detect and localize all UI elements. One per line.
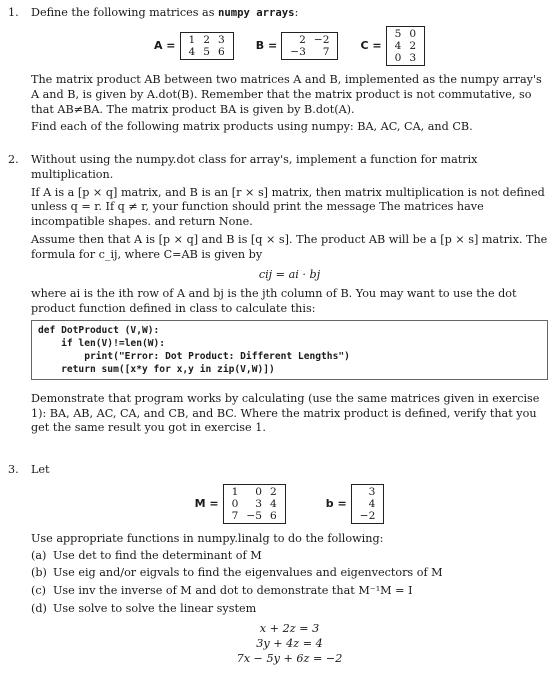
problem-1-para2: Find each of the following matrix products using numpy: BA, AC, CA, and CB. (31, 120, 473, 134)
problem-2-para1: Without using the numpy.dot class for array's, implement a function for matrix multiplication. (31, 153, 478, 181)
matrix-entry: −2 (313, 33, 330, 46)
part-text: Use det to find the determinant of M (53, 548, 262, 562)
matrix-entry: 2 (409, 39, 417, 52)
part-label: (d) (31, 601, 47, 615)
code-line: return sum([x*y for x,y in zip(V,W)]) (38, 363, 275, 375)
matrix-entry: 2 (299, 33, 306, 46)
linear-system (31, 621, 548, 666)
system-eq: x + 2z = 3 (259, 621, 320, 635)
matrix-brackets (351, 484, 385, 524)
code-line: if len(V)!=len(W): (38, 337, 166, 349)
matrix-name: b = (325, 496, 347, 510)
matrix-entry: 6 (270, 509, 277, 522)
matrix-entry: 7 (322, 45, 330, 58)
problem-3-content (31, 463, 548, 666)
matrix-entry: 0 (409, 27, 417, 40)
code-block (31, 320, 548, 380)
problem-2-para4: where ai is the ith row of A and bj is the jth column of B. You may want to use the dot product function defined in class to calculate this: (31, 287, 517, 316)
matrix-entry: 1 (231, 485, 239, 498)
matrix-brackets (281, 32, 338, 60)
problem-2-content (31, 153, 548, 436)
part-label: (a) (31, 548, 47, 562)
matrix-m (195, 484, 286, 524)
matrix-entry: 4 (368, 497, 376, 510)
problem-3-intro: Use appropriate functions in numpy.linalg to do the following: (31, 531, 384, 545)
matrix-entry: 7 (231, 509, 239, 522)
let-label: Let (31, 463, 50, 476)
problem-2-para2: If A is a [p × q] matrix, and B is an [r × s] matrix, then matrix multiplication is not defined unless q = r. If q ≠ r, your function should print the message The matrices have incompatible shapes. and return None. (31, 185, 545, 229)
code-line: print("Error: Dot Product: Different Lengths") (38, 350, 350, 362)
matrix-entry: −2 (359, 509, 376, 522)
part-item (31, 602, 548, 617)
matrix-entry: 0 (394, 51, 402, 64)
matrix-entry: 3 (368, 485, 376, 498)
matrix-brackets (386, 26, 426, 66)
parts-list (31, 549, 548, 617)
problem-1-content (31, 6, 548, 135)
matrix-entry: 0 (231, 497, 239, 510)
matrix-c (360, 26, 425, 66)
part-text: Use eig and/or eigvals to find the eigenvalues and eigenvectors of M (53, 566, 443, 580)
problem-number: 2. (8, 153, 19, 166)
matrix-entry: 2 (203, 33, 210, 46)
matrix-entry: 0 (255, 485, 263, 498)
matrix-entry: 6 (218, 45, 225, 58)
part-item (31, 549, 548, 564)
matrix-entry: 3 (409, 51, 417, 64)
matrix-entry: 5 (394, 27, 402, 40)
matrix-b (326, 484, 385, 524)
part-text: Use solve to solve the linear system (53, 601, 257, 615)
part-label: (b) (31, 566, 47, 580)
matrix-entry: 4 (270, 497, 277, 510)
matrix-entry: 4 (394, 39, 402, 52)
problem-number: 3. (8, 463, 19, 476)
matrix-b (256, 32, 339, 60)
matrix-row-3 (31, 478, 548, 530)
matrix-name: B = (255, 38, 278, 52)
part-text: Use inv the inverse of M and dot to demonstrate that M⁻¹M = I (53, 584, 413, 598)
matrix-brackets (223, 484, 286, 524)
matrix-entry: −5 (246, 509, 263, 522)
matrix-name: C = (360, 38, 382, 52)
matrix-entry: 2 (270, 485, 277, 498)
matrix-entry: 3 (218, 33, 225, 46)
code-line: def DotProduct (V,W): (38, 324, 160, 336)
matrix-a (154, 32, 234, 60)
part-label: (c) (31, 584, 46, 598)
matrix-name: M = (194, 496, 219, 510)
matrix-name: A = (153, 38, 176, 52)
matrix-entry: 1 (188, 33, 196, 46)
matrix-row (31, 21, 548, 71)
problem-1-para1: The matrix product AB between two matrices A and B, implemented as the numpy array's A and B, is given by A.dot(B). Remember that the matrix product is not commutative, so that AB≠BA. The matrix product BA is given by B.dot(A). (31, 72, 542, 116)
part-item (31, 566, 548, 581)
problem-number: 1. (8, 6, 19, 19)
matrix-entry: 3 (255, 497, 263, 510)
matrix-entry: 5 (203, 45, 210, 58)
matrix-entry: 4 (188, 45, 196, 58)
matrix-entry: −3 (290, 45, 306, 58)
problem-1-intro: Define the following matrices as numpy arrays: (31, 6, 299, 19)
system-eq: 7x − 5y + 6z = −2 (236, 651, 343, 665)
problem-2-para5: Demonstrate that program works by calculating (use the same matrices given in exercise 1): BA, AB, AC, CA, and CB, and BC. Where the matrix product is defined, verify that you get the same result you got in exercise 1. (31, 391, 540, 435)
problem-2-para3: Assume then that A is [p × q] and B is [q × s]. The product AB will be a [p × s] matrix. The formula for c_ij, where C=AB is given by (31, 232, 548, 261)
system-eq: 3y + 4z = 4 (256, 636, 323, 650)
part-item (31, 584, 548, 599)
cij-formula: cij = ai · bj (258, 268, 321, 282)
matrix-brackets (180, 32, 234, 60)
